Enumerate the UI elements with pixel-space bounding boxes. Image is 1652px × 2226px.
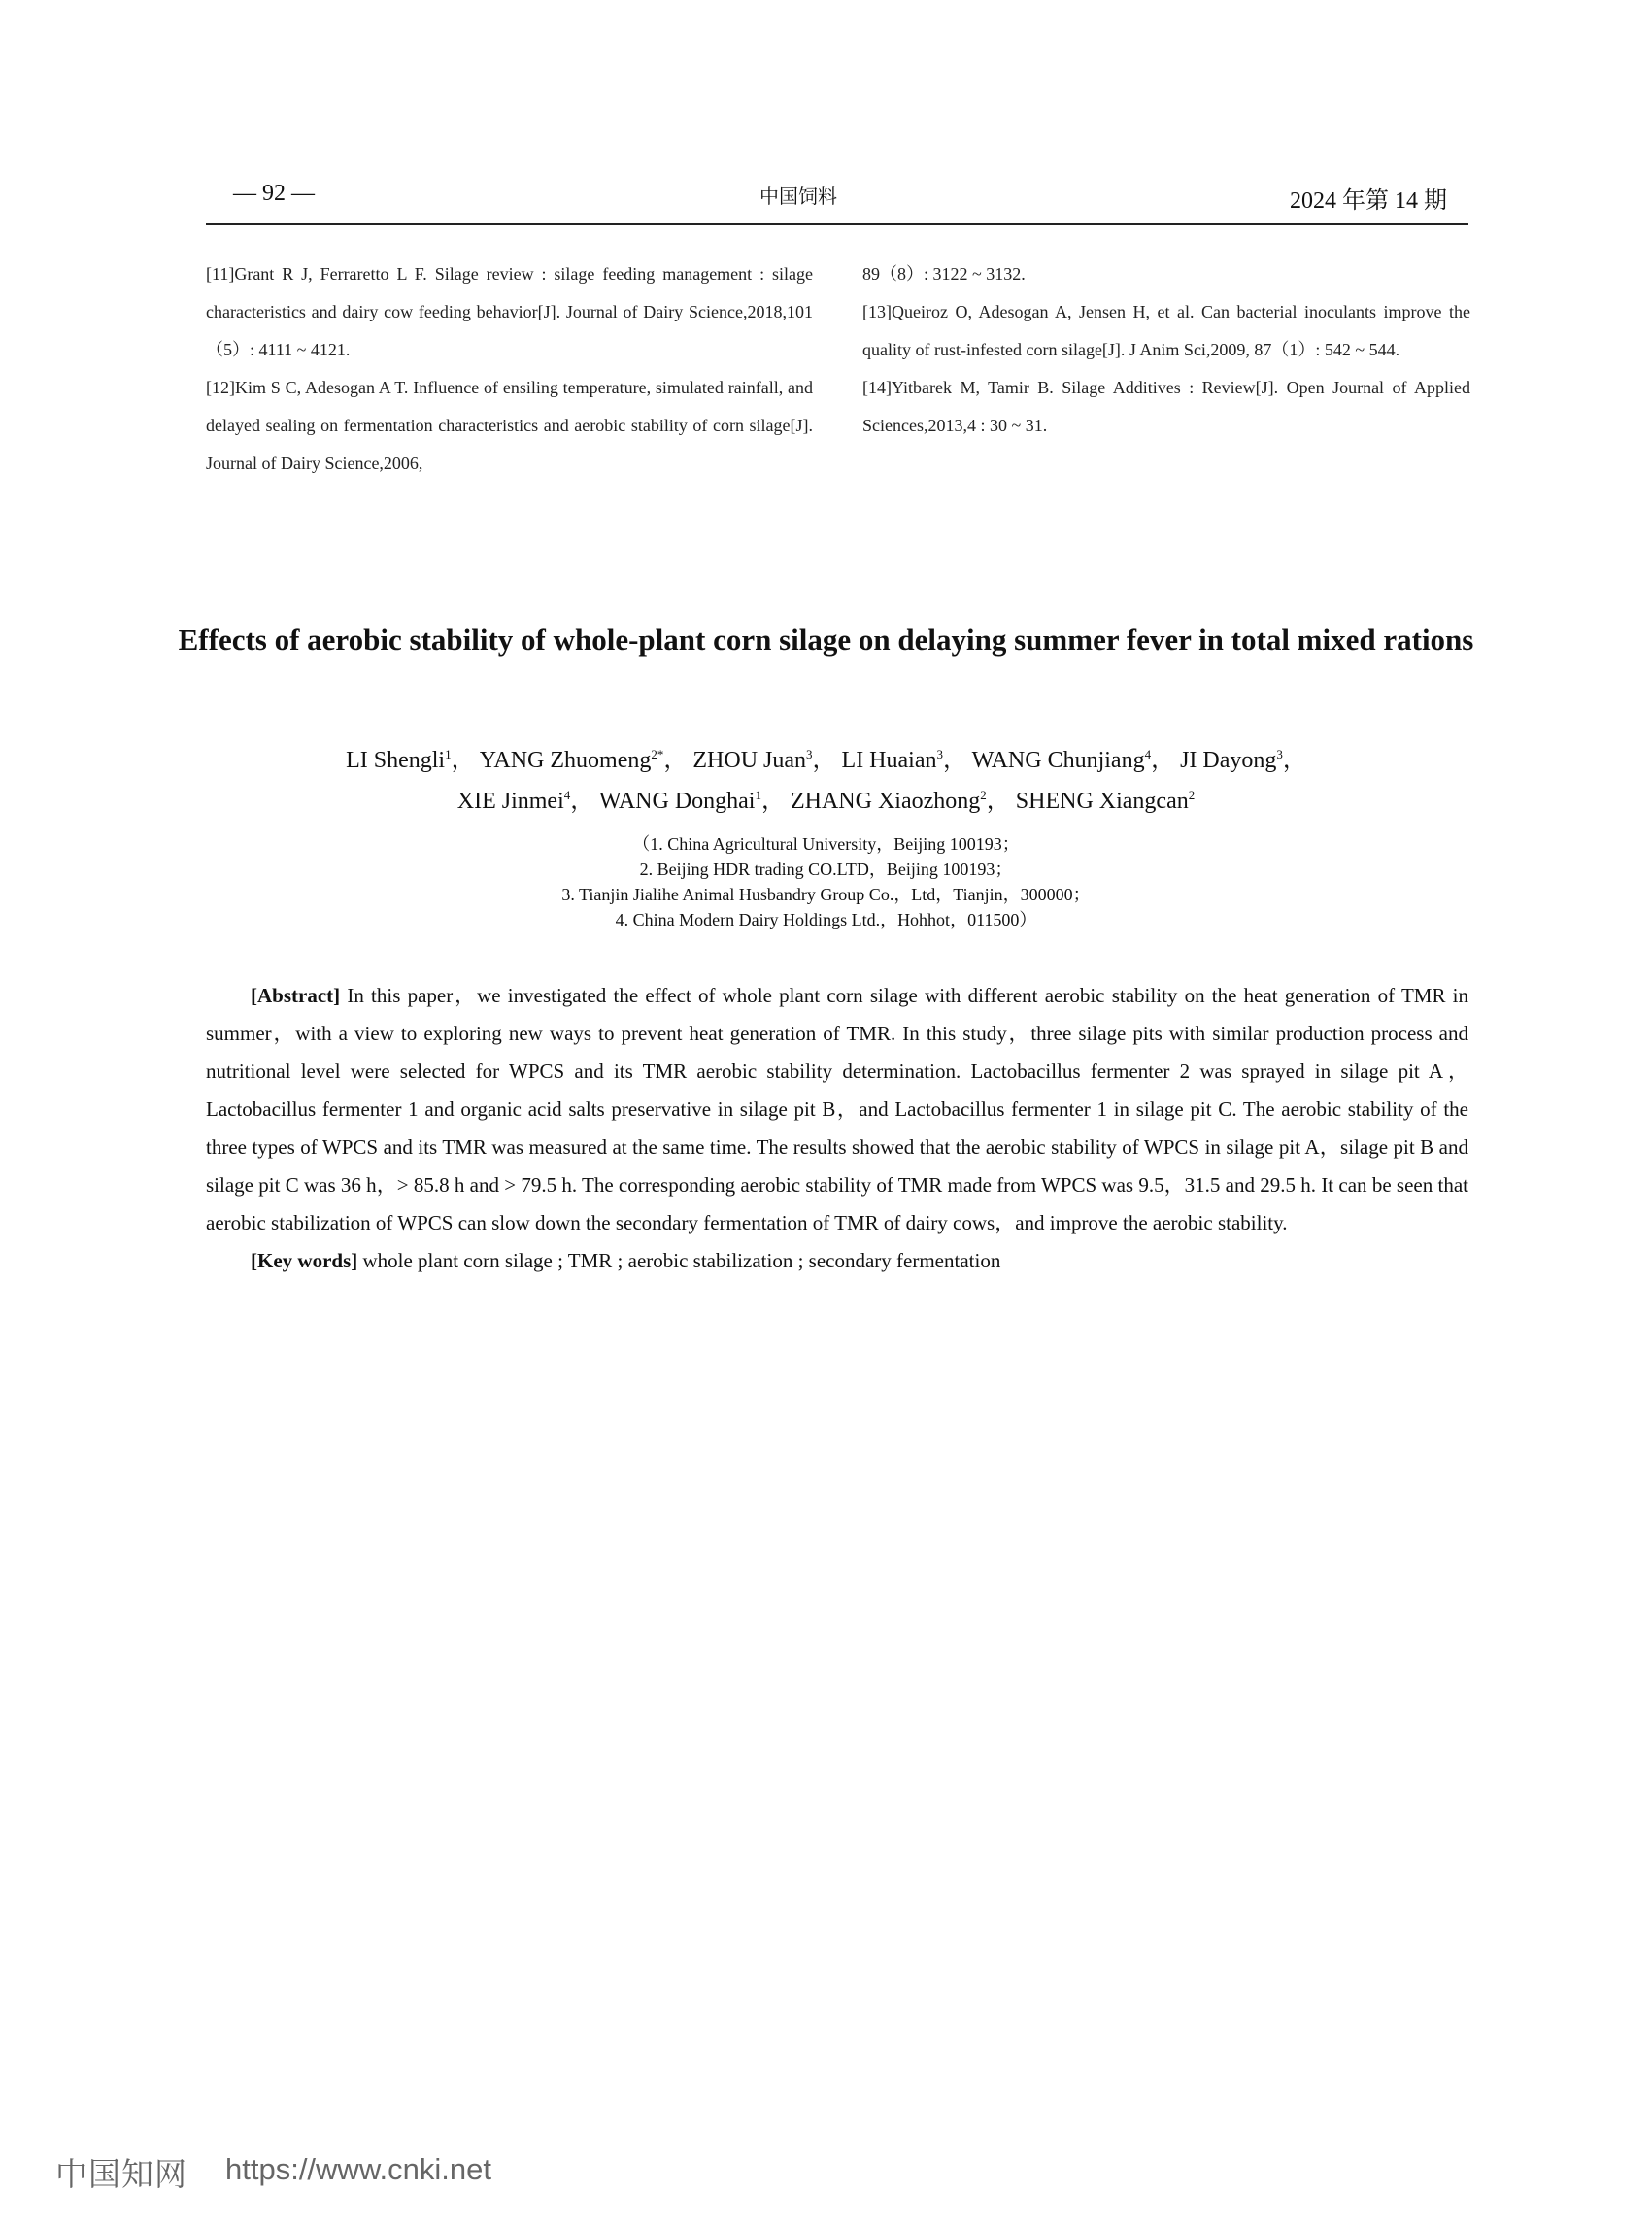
abstract-label: [Abstract] <box>251 984 341 1007</box>
references-left-column <box>206 255 813 483</box>
affiliations <box>185 831 1467 932</box>
affiliation: （1. China Agricultural University，Beijing 100193； <box>632 834 1020 854</box>
author: WANG Chunjiang$^4$ <box>971 747 1152 773</box>
references-right-column <box>862 255 1470 445</box>
header-rule <box>206 223 1468 225</box>
keywords-paragraph <box>206 1242 1468 1280</box>
author: WANG Donghai$^1$ <box>598 788 761 814</box>
reference-11: [11]Grant R J, Ferraretto L F. Silage review : silage feeding management : silage characteristics and dairy cow feeding behavior[J]. Journal of Dairy Science,2018,101（5）: 4111 ~ 4121. <box>206 264 813 359</box>
abstract-text: In this paper，we investigated the effect of whole plant corn silage with different aerobic stability on the heat generation of TMR in summer，with a view to exploring new ways to prevent heat generation of TMR. In this study，three silage pits with similar production process and nutritional level were selected for WPCS and its TMR aerobic stability determination. Lactobacillus fermenter 2 was sprayed in silage pit A，Lactobacillus fermenter 1 and organic acid salts preservative in silage pit B，and Lactobacillus fermenter 1 in silage pit C. The aerobic stability of the three types of WPCS and its TMR was measured at the same time. The results showed that the aerobic stability of WPCS in silage pit A，silage pit B and silage pit C was 36 h，> 85.8 h and > 79.5 h. The corresponding aerobic stability of TMR made from WPCS was 9.5，31.5 and 29.5 h. It can be seen that aerobic stabilization of WPCS can slow down the secondary fermentation of TMR of dairy cows，and improve the aerobic stability. <box>206 984 1468 1234</box>
author-list: LI Shengli$^1$， YANG Zhuomeng$^{2*}$， ZHOU Juan$^3$， LI Huaian$^3$， WANG Chunjiang$^4$， JI Dayong$^3$， XIE Jinmei$^4$， WANG Donghai$^1$， ZHANG Xiaozhong$^2$， SHENG Xiangcan$^2$ <box>346 747 1306 814</box>
reference-12-continued: 89（8）: 3122 ~ 3132. <box>862 264 1026 284</box>
reference-14: [14]Yitbarek M, Tamir B. Silage Additives : Review[J]. Open Journal of Applied Sciences,2013,4 : 30 ~ 31. <box>862 378 1470 435</box>
affiliation: 3. Tianjin Jialihe Animal Husbandry Group Co.，Ltd，Tianjin，300000； <box>561 885 1091 904</box>
keywords-text: whole plant corn silage ; TMR ; aerobic stabilization ; secondary fermentation <box>357 1249 1001 1272</box>
author: ZHANG Xiaozhong$^2$ <box>790 788 987 814</box>
affiliation: 4. China Modern Dairy Holdings Ltd.，Hohhot，011500） <box>615 910 1037 929</box>
paper-title: Effects of aerobic stability of whole-plant corn silage on delaying summer fever in total mixed rations <box>178 623 1474 657</box>
issue-label: 2024 年第 14 期 <box>1290 188 1447 214</box>
keywords-label: [Key words] <box>251 1249 358 1272</box>
page-header <box>206 181 1468 219</box>
cnki-url[interactable]: https://www.cnki.net <box>225 2152 491 2186</box>
author: YANG Zhuomeng$^{2*}$ <box>479 747 664 773</box>
cnki-logo: 中国知网 <box>55 2155 187 2193</box>
abstract-paragraph <box>206 977 1468 1242</box>
abstract-section <box>206 977 1468 1280</box>
reference-13: [13]Queiroz O, Adesogan A, Jensen H, et al. Can bacterial inoculants improve the quality of rust-infested corn silage[J]. J Anim Sci,2009, 87（1）: 542 ~ 544. <box>862 302 1470 359</box>
affiliation: 2. Beijing HDR trading CO.LTD，Beijing 100193； <box>639 860 1013 879</box>
author: JI Dayong$^3$ <box>1180 747 1283 773</box>
author: LI Huaian$^3$ <box>841 747 943 773</box>
author: SHENG Xiangcan$^2$ <box>1015 788 1196 814</box>
author: ZHOU Juan$^3$ <box>692 747 813 773</box>
reference-12: [12]Kim S C, Adesogan A T. Influence of ensiling temperature, simulated rainfall, and delayed sealing on fermentation characteristics and aerobic stability of corn silage[J]. Journal of Dairy Science,2006, <box>206 378 813 473</box>
page-number: — 92 — <box>233 181 315 206</box>
author: XIE Jinmei$^4$ <box>456 788 571 814</box>
journal-name: 中国饲料 <box>759 185 837 208</box>
author: LI Shengli$^1$ <box>346 747 452 773</box>
